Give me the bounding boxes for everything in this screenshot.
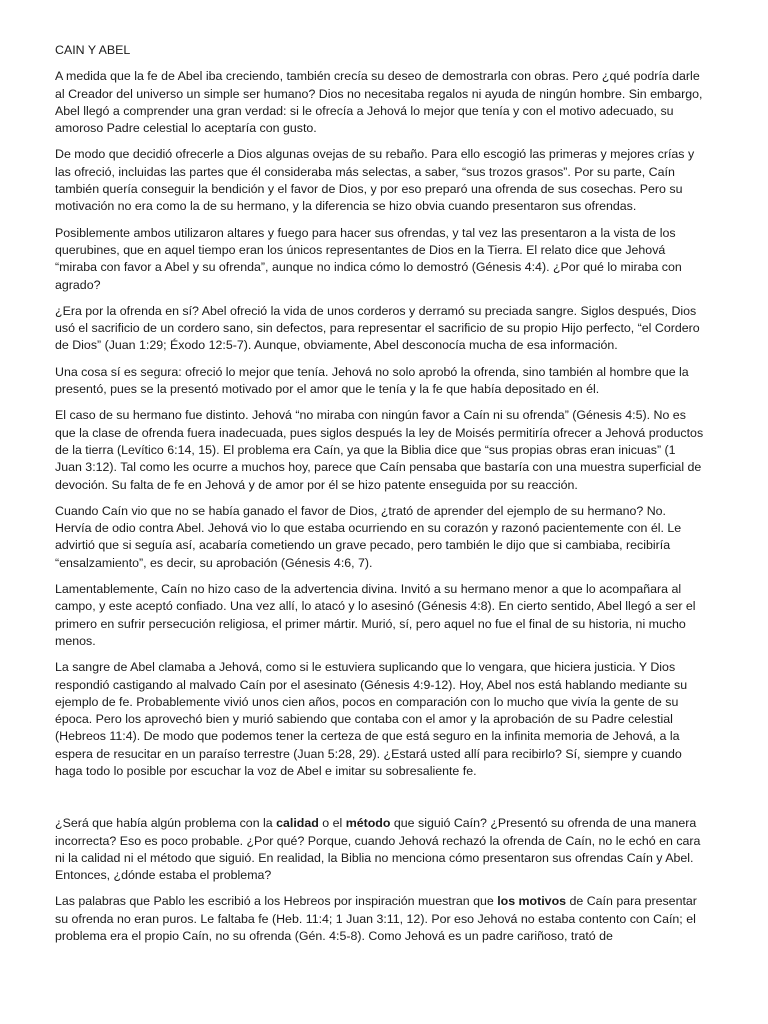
p10-bold-calidad: calidad xyxy=(276,816,319,831)
paragraph-7: Cuando Caín vio que no se había ganado el favor de Dios, ¿trató de aprender del ejemplo de su hermano? No. Hervía de odio contra Abel. Jehová vio lo que estaba ocurriendo en su corazón y razonó pacientemente con él. Le advirtió que si seguía así, acabaría cometiendo un grave pecado, pero también le dijo que si cambiaba, recibiría “ensalzamiento”, es decir, su aprobación (Génesis 4:6, 7). xyxy=(55,503,682,570)
p10-text-3: que siguió Caín? ¿Presentó su ofrenda de una manera incorrecta? Eso es poco probable. ¿Por qué? Porque, cuando Jehová rechazó la ofrenda de Caín, no le echó en cara ni la calidad ni el método que siguió. En realidad, la Biblia no menciona cómo presentaron sus ofrendas Caín y Abel. Entonces, ¿dónde estaba el problema? xyxy=(55,816,701,883)
paragraph-10 xyxy=(55,815,705,884)
document-title: CAIN Y ABEL xyxy=(55,43,131,57)
p10-bold-metodo: método xyxy=(345,816,391,831)
section-gap xyxy=(55,789,705,815)
document-page xyxy=(55,42,705,954)
p11-text-2: de Caín para presentar su ofrenda no eran puros. Le faltaba fe (Heb. 11:4; 1 Juan 3:11, 12). Por eso Jehová no estaba contento con Caín; el problema era el propio Caín, no su ofrenda (Gén. 4:5-8). Como Jehová es un padre cariñoso, trató de xyxy=(55,894,697,944)
paragraph-9: La sangre de Abel clamaba a Jehová, como si le estuviera suplicando que lo vengara, que hiciera justicia. Y Dios respondió castigando al malvado Caín por el asesinato (Génesis 4:9-12). Hoy, Abel nos está hablando mediante su ejemplo de fe. Probablemente vivió unos cien años, pocos en comparación con lo mucho que vivía la gente de su época. Pero los aprovechó bien y murió sabiendo que contaba con el amor y la aprobación de su Padre celestial (Hebreos 11:4). De modo que podemos tener la certeza de que está seguro en la infinita memoria de Jehová, a la espera de resucitar en un paraíso terrestre (Juan 5:28, 29). ¿Estará usted allí para recibirlo? Sí, siempre y cuando haga todo lo posible por escuchar la voz de Abel e imitar su sobresaliente fe. xyxy=(55,660,688,778)
p10-text-2: o el xyxy=(318,816,346,831)
paragraph-2: De modo que decidió ofrecerle a Dios algunas ovejas de su rebaño. Para ello escogió las primeras y mejores crías y las ofreció, incluidas las partes que él consideraba más selectas, a saber, “sus trozos grasos”. Por su parte, Caín también quería conseguir la bendición y el favor de Dios, y por eso preparó una ofrenda de sus cosechas. Pero su motivación no era como la de su hermano, y la diferencia se hizo obvia cuando presentaron sus ofrendas. xyxy=(55,147,695,214)
paragraph-6: El caso de su hermano fue distinto. Jehová “no miraba con ningún favor a Caín ni su ofrenda” (Génesis 4:5). No es que la clase de ofrenda fuera inadecuada, pues siglos después la ley de Moisés permitiría ofrecer a Jehová productos de la tierra (Levítico 6:14, 15). El problema era Caín, ya que la Biblia dice que “sus propias obras eran inicuas” (1 Juan 3:12). Tal como les ocurre a muchos hoy, parece que Caín pensaba que bastaría con una muestra superficial de devoción. Su falta de fe en Jehová y de amor por él se hizo patente enseguida por su reacción. xyxy=(55,408,704,492)
p11-text-1: Las palabras que Pablo les escribió a los Hebreos por inspiración muestran que xyxy=(55,894,498,909)
paragraph-5: Una cosa sí es segura: ofreció lo mejor que tenía. Jehová no solo aprobó la ofrenda, sino también al hombre que la presentó, pues se la presentó motivado por el amor que le tenía y la fe que había depositado en él. xyxy=(55,364,689,397)
paragraph-3: Posiblemente ambos utilizaron altares y fuego para hacer sus ofrendas, y tal vez las presentaron a la vista de los querubines, que en aquel tiempo eran los únicos representantes de Dios en la Tierra. El relato dice que Jehová “miraba con favor a Abel y su ofrenda”, aunque no indica cómo lo demostró (Génesis 4:4). ¿Por qué lo miraba con agrado? xyxy=(55,225,682,292)
paragraph-4: ¿Era por la ofrenda en sí? Abel ofreció la vida de unos corderos y derramó su preciada sangre. Siglos después, Dios usó el sacrificio de un cordero sano, sin defectos, para representar el sacrificio de su propio Hijo perfecto, “el Cordero de Dios” (Juan 1:29; Éxodo 12:5-7). Aunque, obviamente, Abel desconocía mucha de esa información. xyxy=(55,303,700,353)
paragraph-8: Lamentablemente, Caín no hizo caso de la advertencia divina. Invitó a su hermano menor a que lo acompañara al campo, y este aceptó confiado. Una vez allí, lo atacó y lo asesinó (Génesis 4:8). En cierto sentido, Abel llegó a ser el primero en sufrir persecución religiosa, el primer mártir. Murió, sí, pero aquel no fue el final de su historia, ni mucho menos. xyxy=(55,582,696,648)
p11-bold-motivos: los motivos xyxy=(497,894,567,909)
paragraph-1: A medida que la fe de Abel iba creciendo, también crecía su deseo de demostrarla con obras. Pero ¿qué podría darle al Creador del universo un simple ser humano? Dios no necesitaba regalos ni ayuda de ningún hombre. Sin embargo, Abel llegó a comprender una gran verdad: si le ofrecía a Jehová lo mejor que tenía y con el motivo adecuado, su amoroso Padre celestial lo aceptaría con gusto. xyxy=(55,69,703,136)
paragraph-11 xyxy=(55,893,705,945)
p10-text-1: ¿Será que había algún problema con la xyxy=(55,816,277,831)
